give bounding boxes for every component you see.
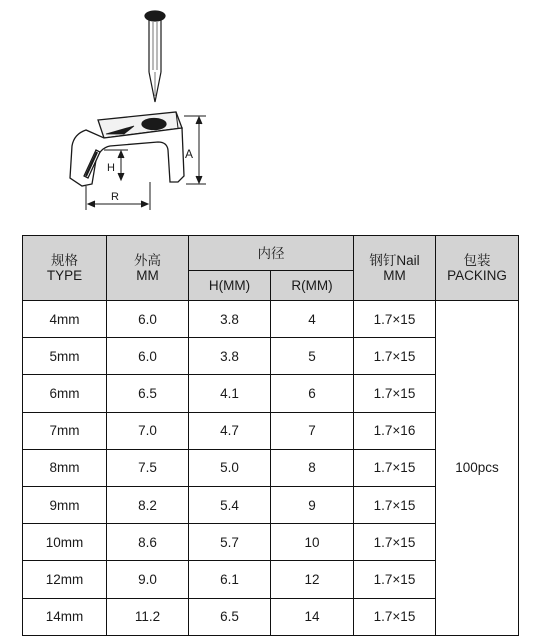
cell-nail: 1.7×15 xyxy=(354,375,436,412)
cell-nail: 1.7×15 xyxy=(354,524,436,561)
cell-inner-h: 6.5 xyxy=(189,598,271,635)
header-packing xyxy=(436,236,519,301)
cell-inner-r: 4 xyxy=(271,301,354,338)
cell-type: 12mm xyxy=(23,561,107,598)
header-type-en: TYPE xyxy=(46,268,83,283)
cell-height: 7.0 xyxy=(107,412,189,449)
cell-nail: 1.7×15 xyxy=(354,598,436,635)
header-inner-h: H(MM) xyxy=(189,271,271,301)
cell-inner-h: 3.8 xyxy=(189,338,271,375)
cell-inner-r: 5 xyxy=(271,338,354,375)
cell-nail: 1.7×15 xyxy=(354,449,436,486)
header-type-cn: 规格 xyxy=(51,253,78,268)
cell-type: 4mm xyxy=(23,301,107,338)
spec-table xyxy=(22,235,519,636)
cell-inner-r: 10 xyxy=(271,524,354,561)
cell-height: 6.0 xyxy=(107,301,189,338)
cell-type: 6mm xyxy=(23,375,107,412)
cell-inner-h: 6.1 xyxy=(189,561,271,598)
dimension-h-label: H xyxy=(107,162,115,174)
header-type xyxy=(23,236,107,301)
cell-height: 9.0 xyxy=(107,561,189,598)
cell-height: 7.5 xyxy=(107,449,189,486)
table-row xyxy=(23,301,519,338)
cell-inner-h: 5.4 xyxy=(189,486,271,523)
cell-height: 8.2 xyxy=(107,486,189,523)
cell-type: 9mm xyxy=(23,486,107,523)
dimension-r-label: R xyxy=(111,191,119,203)
cell-inner-h: 4.7 xyxy=(189,412,271,449)
cell-inner-r: 12 xyxy=(271,561,354,598)
cell-inner-h: 4.1 xyxy=(189,375,271,412)
header-packing-en: PACKING xyxy=(447,268,507,283)
cell-nail: 1.7×15 xyxy=(354,338,436,375)
cell-inner-h: 5.7 xyxy=(189,524,271,561)
cell-inner-h: 3.8 xyxy=(189,301,271,338)
cell-height: 8.6 xyxy=(107,524,189,561)
header-nail xyxy=(354,236,436,301)
cell-height: 6.0 xyxy=(107,338,189,375)
cell-inner-r: 9 xyxy=(271,486,354,523)
header-nail-en: MM xyxy=(383,268,406,283)
nail-drawing xyxy=(145,11,165,102)
cell-inner-r: 6 xyxy=(271,375,354,412)
header-packing-cn: 包装 xyxy=(463,253,491,268)
cell-type: 5mm xyxy=(23,338,107,375)
cell-type: 10mm xyxy=(23,524,107,561)
cell-inner-r: 8 xyxy=(271,449,354,486)
cell-type: 8mm xyxy=(23,449,107,486)
cell-type: 7mm xyxy=(23,412,107,449)
cell-nail: 1.7×16 xyxy=(354,412,436,449)
cell-height: 6.5 xyxy=(107,375,189,412)
header-height xyxy=(107,236,189,301)
header-height-cn: 外高 xyxy=(134,253,161,268)
header-inner-r: R(MM) xyxy=(271,271,354,301)
cell-nail: 1.7×15 xyxy=(354,486,436,523)
cell-inner-r: 14 xyxy=(271,598,354,635)
dimension-a-label: A xyxy=(185,147,194,161)
cable-clip-diagram xyxy=(0,0,533,232)
cell-nail: 1.7×15 xyxy=(354,561,436,598)
cell-height: 11.2 xyxy=(107,598,189,635)
cell-packing: 100pcs xyxy=(436,301,519,636)
cell-inner-h: 5.0 xyxy=(189,449,271,486)
cell-type: 14mm xyxy=(23,598,107,635)
header-height-en: MM xyxy=(136,268,159,283)
clip-drawing xyxy=(70,112,184,186)
cell-nail: 1.7×15 xyxy=(354,301,436,338)
header-nail-cn: 钢钉Nail xyxy=(369,253,420,268)
header-inner-diameter: 内径 xyxy=(189,236,354,271)
cell-inner-r: 7 xyxy=(271,412,354,449)
